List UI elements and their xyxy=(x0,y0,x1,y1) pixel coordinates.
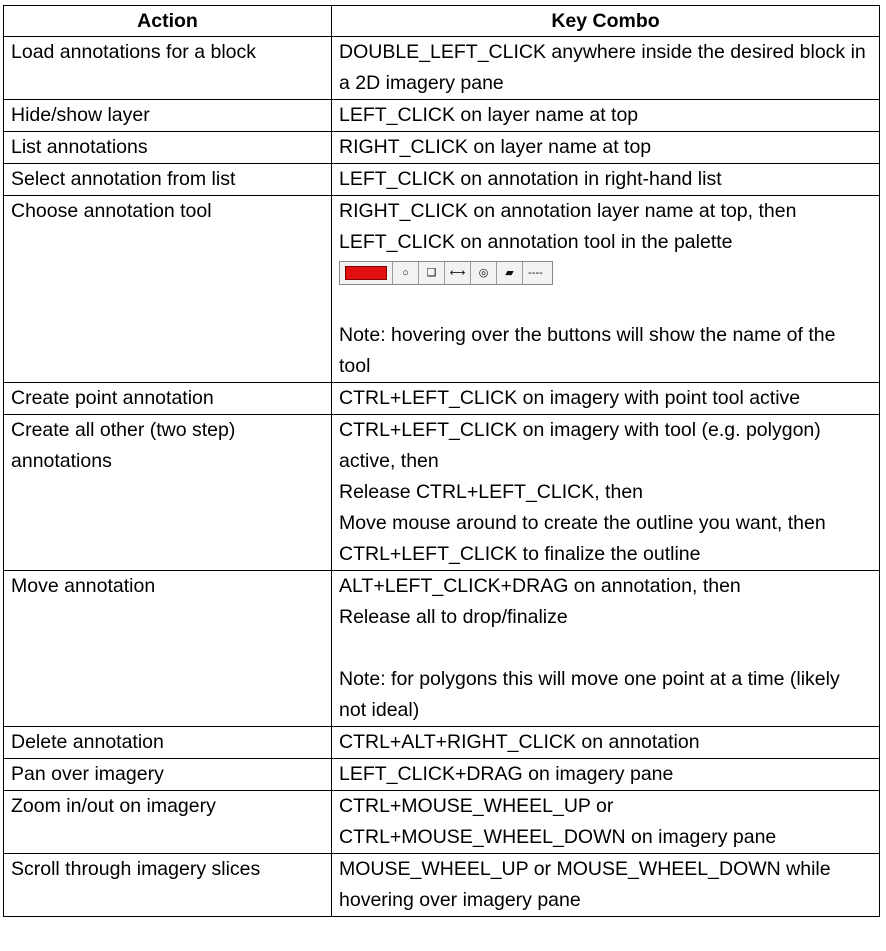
table-row xyxy=(4,100,880,132)
polygon-tool-icon: ▰ xyxy=(496,262,522,284)
key-combo-line: CTRL+MOUSE_WHEEL_DOWN on imagery pane xyxy=(339,826,777,848)
action-cell: Select annotation from list xyxy=(4,164,332,196)
key-combo-line: LEFT_CLICK on annotation in right-hand list xyxy=(339,168,722,190)
action-cell: Load annotations for a block xyxy=(4,37,332,100)
spacer xyxy=(339,289,872,320)
key-combo-cell xyxy=(332,571,880,727)
action-cell: Pan over imagery xyxy=(4,759,332,791)
key-combo-line: CTRL+ALT+RIGHT_CLICK on annotation xyxy=(339,731,700,753)
key-combo-line: LEFT_CLICK+DRAG on imagery pane xyxy=(339,763,674,785)
table-row xyxy=(4,727,880,759)
key-combo-line: Release CTRL+LEFT_CLICK, then xyxy=(339,481,644,503)
action-cell: Scroll through imagery slices xyxy=(4,854,332,917)
color-swatch xyxy=(345,266,387,280)
line-tool-icon: ⟷ xyxy=(444,262,470,284)
key-combo-cell xyxy=(332,727,880,759)
key-combo-cell xyxy=(332,383,880,415)
note-text: Note: for polygons this will move one point at a time (likely not ideal) xyxy=(339,668,840,721)
key-combo-line: RIGHT_CLICK on layer name at top xyxy=(339,136,652,158)
action-cell: Create all other (two step) annotations xyxy=(4,415,332,571)
rectangle-tool-icon: ❑ xyxy=(418,262,444,284)
key-combo-line: Move mouse around to create the outline you want, then xyxy=(339,512,826,534)
table-row xyxy=(4,383,880,415)
key-combo-line: MOUSE_WHEEL_UP or MOUSE_WHEEL_DOWN while hovering over imagery pane xyxy=(339,858,831,911)
key-combo-cell xyxy=(332,415,880,571)
ellipse-tool-icon: ◎ xyxy=(470,262,496,284)
table-row xyxy=(4,759,880,791)
action-cell: Hide/show layer xyxy=(4,100,332,132)
table-row xyxy=(4,196,880,383)
column-header-key-combo: Key Combo xyxy=(332,6,880,37)
action-cell: List annotations xyxy=(4,132,332,164)
polyline-tool-icon: ---- xyxy=(522,262,548,284)
key-combo-cell xyxy=(332,132,880,164)
key-combo-table xyxy=(3,5,880,917)
table-row xyxy=(4,791,880,854)
table-row xyxy=(4,164,880,196)
table-header-row xyxy=(4,6,880,37)
key-combo-line: CTRL+LEFT_CLICK to finalize the outline xyxy=(339,543,701,565)
action-cell: Choose annotation tool xyxy=(4,196,332,383)
key-combo-cell xyxy=(332,854,880,917)
key-combo-line: CTRL+LEFT_CLICK on imagery with point tool active xyxy=(339,387,801,409)
key-combo-cell xyxy=(332,196,880,383)
key-combo-cell xyxy=(332,100,880,132)
table-row xyxy=(4,854,880,917)
action-cell: Move annotation xyxy=(4,571,332,727)
table-row xyxy=(4,571,880,727)
annotation-tool-palette xyxy=(339,261,553,285)
key-combo-cell xyxy=(332,791,880,854)
key-combo-cell xyxy=(332,759,880,791)
key-combo-line: RIGHT_CLICK on annotation layer name at top, then xyxy=(339,200,797,222)
key-combo-cell xyxy=(332,164,880,196)
spacer xyxy=(339,633,872,664)
point-tool-icon: ○ xyxy=(392,262,418,284)
note-text: Note: hovering over the buttons will show the name of the tool xyxy=(339,324,836,377)
key-combo-line: Release all to drop/finalize xyxy=(339,606,568,628)
key-combo-line: LEFT_CLICK on annotation tool in the palette xyxy=(339,231,733,253)
action-cell: Delete annotation xyxy=(4,727,332,759)
key-combo-line: CTRL+LEFT_CLICK on imagery with tool (e.g. polygon) active, then xyxy=(339,419,821,472)
action-cell: Create point annotation xyxy=(4,383,332,415)
key-combo-line: CTRL+MOUSE_WHEEL_UP or xyxy=(339,795,614,817)
table-row xyxy=(4,37,880,100)
key-combo-line: LEFT_CLICK on layer name at top xyxy=(339,104,639,126)
table-row xyxy=(4,132,880,164)
key-combo-line: ALT+LEFT_CLICK+DRAG on annotation, then xyxy=(339,575,741,597)
column-header-action: Action xyxy=(4,6,332,37)
key-combo-cell xyxy=(332,37,880,100)
action-cell: Zoom in/out on imagery xyxy=(4,791,332,854)
key-combo-line: DOUBLE_LEFT_CLICK anywhere inside the desired block in a 2D imagery pane xyxy=(339,41,866,94)
table-body xyxy=(4,37,880,917)
table-row xyxy=(4,415,880,571)
